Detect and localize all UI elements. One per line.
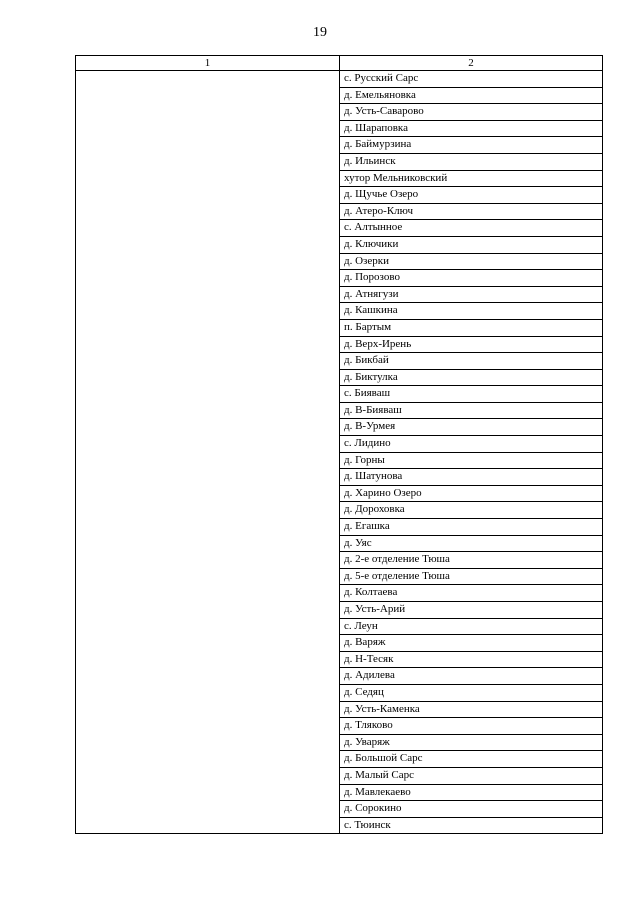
- settlement-name-cell: д. Н-Тесяк: [340, 651, 603, 668]
- settlement-name-cell: д. 5-е отделение Тюша: [340, 568, 603, 585]
- settlement-name-cell: д. В-Урмея: [340, 419, 603, 436]
- column-header-1: 1: [76, 56, 340, 71]
- table-header-row: [76, 56, 603, 71]
- page-number: 19: [313, 25, 327, 40]
- settlement-name-cell: с. Тюинск: [340, 817, 603, 834]
- settlement-name-cell: д. Харино Озеро: [340, 485, 603, 502]
- settlement-name-cell: д. Уваряж: [340, 734, 603, 751]
- settlement-name-cell: с. Бияваш: [340, 386, 603, 403]
- settlement-name-cell: д. Емельяновка: [340, 87, 603, 104]
- settlement-name-cell: д. Большой Сарс: [340, 751, 603, 768]
- settlement-name-cell: д. Горны: [340, 452, 603, 469]
- settlement-name-cell: д. В-Бияваш: [340, 402, 603, 419]
- settlement-name-cell: д. Сорокино: [340, 801, 603, 818]
- settlement-name-cell: д. Дороховка: [340, 502, 603, 519]
- settlement-name-cell: д. Атеро-Ключ: [340, 203, 603, 220]
- settlement-name-cell: д. Уяс: [340, 535, 603, 552]
- settlement-name-cell: с. Лидино: [340, 436, 603, 453]
- settlement-name-cell: д. Баймурзина: [340, 137, 603, 154]
- table-row: [76, 71, 603, 88]
- settlement-name-cell: д. Атнягузи: [340, 286, 603, 303]
- settlement-name-cell: д. Порозово: [340, 270, 603, 287]
- settlement-name-cell: д. Мавлекаево: [340, 784, 603, 801]
- settlement-name-cell: д. Усть-Каменка: [340, 701, 603, 718]
- settlement-name-cell: д. Шараповка: [340, 120, 603, 137]
- settlement-name-cell: д. Егашка: [340, 519, 603, 536]
- settlement-name-cell: д. Озерки: [340, 253, 603, 270]
- settlement-name-cell: д. 2-е отделение Тюша: [340, 552, 603, 569]
- settlement-name-cell: д. Малый Сарс: [340, 767, 603, 784]
- settlement-name-cell: хутор Мельниковский: [340, 170, 603, 187]
- settlement-name-cell: д. Адилева: [340, 668, 603, 685]
- settlement-name-cell: д. Ключики: [340, 236, 603, 253]
- settlement-name-cell: д. Колтаева: [340, 585, 603, 602]
- settlement-name-cell: д. Тляково: [340, 718, 603, 735]
- settlement-name-cell: д. Усть-Саварово: [340, 104, 603, 121]
- settlement-name-cell: д. Бикбай: [340, 353, 603, 370]
- settlement-name-cell: д. Седяц: [340, 684, 603, 701]
- settlement-name-cell: с. Русский Сарс: [340, 71, 603, 88]
- settlement-name-cell: д. Шатунова: [340, 469, 603, 486]
- settlement-name-cell: д. Варяж: [340, 635, 603, 652]
- settlement-name-cell: д. Усть-Арий: [340, 602, 603, 619]
- table-body: [76, 71, 603, 834]
- merged-left-cell: [76, 71, 340, 834]
- settlement-name-cell: д. Биктулка: [340, 369, 603, 386]
- settlement-name-cell: п. Бартым: [340, 319, 603, 336]
- settlement-name-cell: д. Верх-Ирень: [340, 336, 603, 353]
- column-header-2: 2: [340, 56, 603, 71]
- settlement-name-cell: д. Щучье Озеро: [340, 187, 603, 204]
- settlement-name-cell: д. Кашкина: [340, 303, 603, 320]
- settlement-name-cell: д. Ильинск: [340, 153, 603, 170]
- settlements-table: [75, 55, 603, 834]
- settlement-name-cell: с. Алтынное: [340, 220, 603, 237]
- settlement-name-cell: с. Леун: [340, 618, 603, 635]
